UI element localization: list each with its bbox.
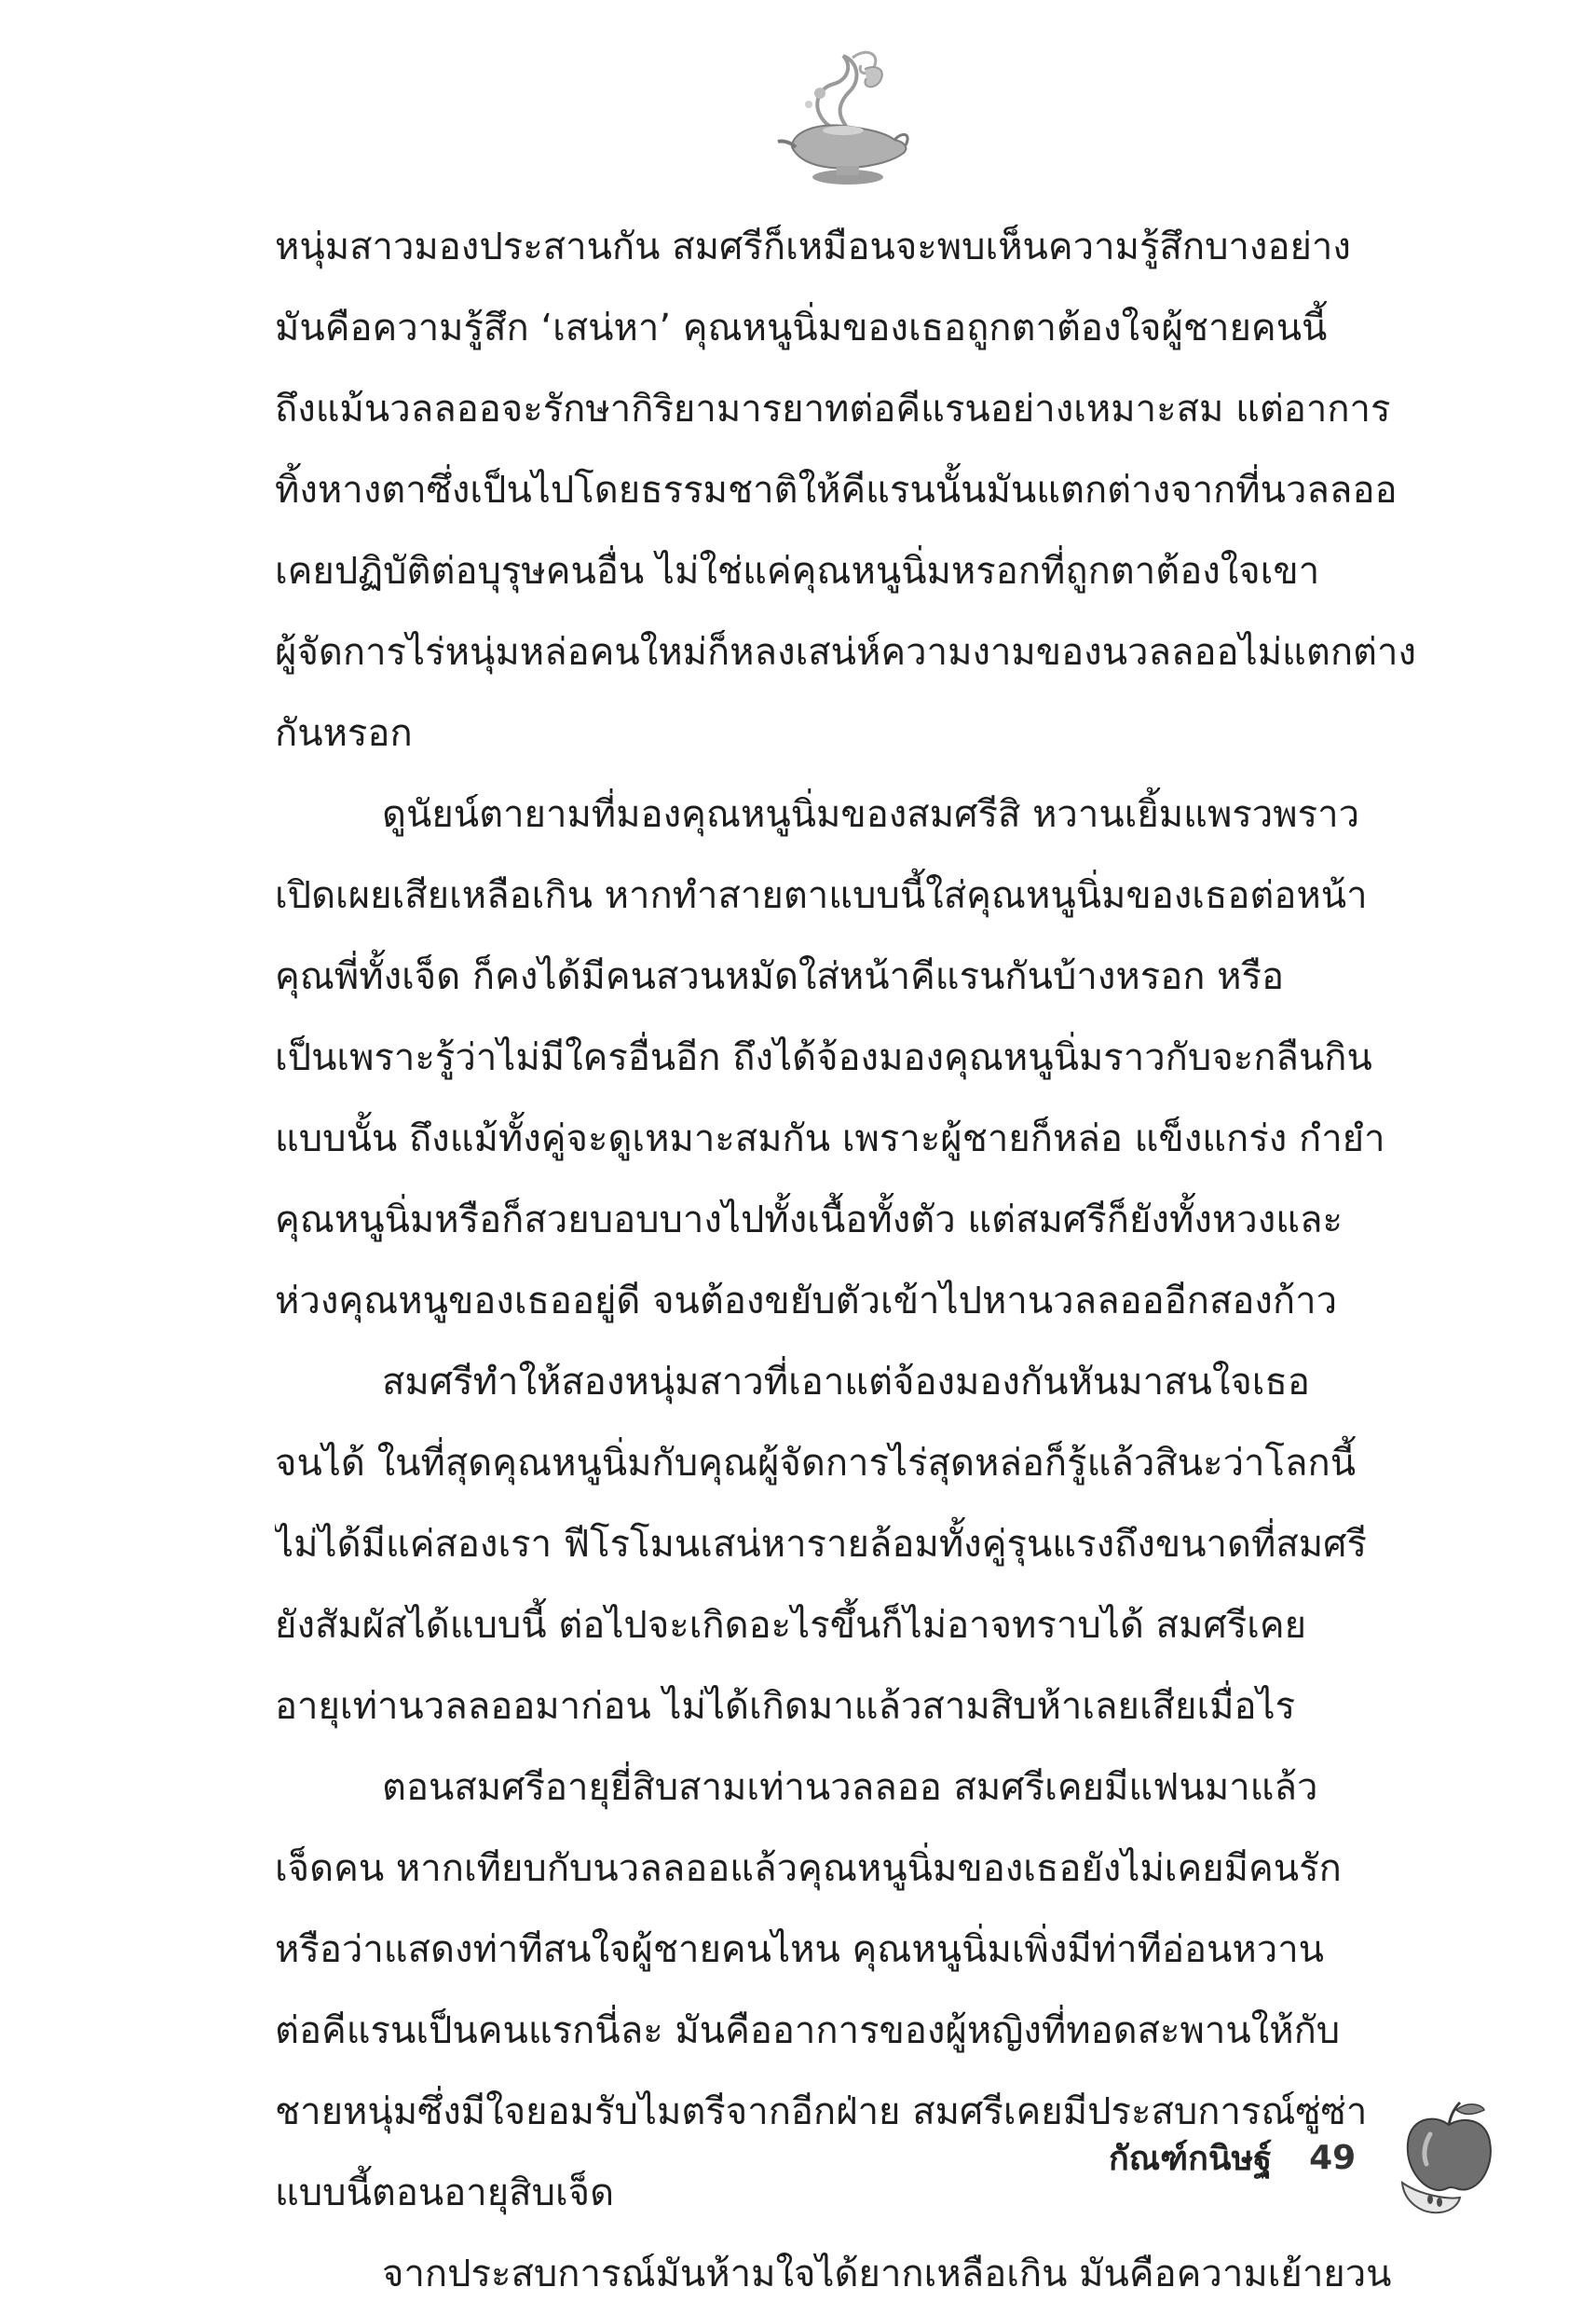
text-line: กันหรอก (275, 712, 413, 755)
body-text (275, 207, 1421, 2315)
text-line: แบบนั้น ถึงแม้ทั้งคู่จะดูเหมาะสมกัน เพราะผู้ชายก็หล่อ แข็งแกร่ง กำยำ (275, 1117, 1385, 1160)
text-line: มันคือความรู้สึก ‘เสน่หา’ คุณหนูนิ่มของเธอถูกตาต้องใจผู้ชายคนนี้ (275, 307, 1328, 349)
text-line: ผู้จัดการไร่หนุ่มหล่อคนใหม่ก็หลงเสน่ห์ความงามของนวลลออไม่แตกต่าง (275, 631, 1416, 674)
text-line: จนได้ ในที่สุดคุณหนูนิ่มกับคุณผู้จัดการไร่สุดหล่อก็รู้แล้วสินะว่าโลกนี้ (275, 1442, 1357, 1485)
text-line: เปิดเผยเสียเหลือเกิน หากทำสายตาแบบนี้ใส่คุณหนูนิ่มของเธอต่อหน้า (275, 874, 1368, 917)
text-line: คุณหนูนิ่มหรือก็สวยบอบบางไปทั้งเนื้อทั้งตัว แต่สมศรีก็ยังทั้งหวงและ (275, 1199, 1344, 1241)
text-line: ชายหนุ่มซึ่งมีใจยอมรับไมตรีจากอีกฝ่าย สมศรีเคยมีประสบการณ์ซู่ซ่า (275, 2090, 1368, 2133)
genie-lamp-icon (764, 37, 913, 196)
page-footer (1109, 2120, 1356, 2195)
text-line: ไม่ได้มีแค่สองเรา ฟีโรโมนเสน่หารายล้อมทั้งคู่รุนแรงถึงขนาดที่สมศรี (275, 1523, 1367, 1566)
text-line: หนุ่มสาวมองประสานกัน สมศรีก็เหมือนจะพบเห็นความรู้สึกบางอย่าง (275, 226, 1351, 268)
text-line: ยังสัมผัสได้แบบนี้ ต่อไปจะเกิดอะไรขึ้นก็ไม่อาจทราบได้ สมศรีเคย (275, 1604, 1307, 1647)
text-line: เจ็ดคน หากเทียบกับนวลลออแล้วคุณหนูนิ่มของเธอยังไม่เคยมีคนรัก (275, 1847, 1342, 1890)
text-line: ถึงแม้นวลลออจะรักษากิริยามารยาทต่อคีแรนอย่างเหมาะสม แต่อาการ (275, 388, 1391, 431)
apple-icon (1393, 2097, 1505, 2218)
text-line: ดูนัยน์ตายามที่มองคุณหนูนิ่มของสมศรีสิ หวานเยิ้มแพรวพราว (382, 793, 1360, 836)
text-line: จากประสบการณ์มันห้ามใจได้ยากเหลือเกิน มันคือความเย้ายวน (382, 2253, 1392, 2295)
page-number: 49 (1309, 2138, 1357, 2177)
text-line: ต่อคีแรนเป็นคนแรกนี่ละ มันคืออาการของผู้หญิงที่ทอดสะพานให้กับ (275, 2009, 1341, 2052)
text-line: เป็นเพราะรู้ว่าไม่มีใครอื่นอีก ถึงได้จ้องมองคุณหนูนิ่มราวกับจะกลืนกิน (275, 1036, 1372, 1079)
text-line: ทิ้งหางตาซึ่งเป็นไปโดยธรรมชาติให้คีแรนนั้นมันแตกต่างจากที่นวลลออ (275, 469, 1398, 512)
text-line: ตอนสมศรีอายุยี่สิบสามเท่านวลลออ สมศรีเคยมีแฟนมาแล้ว (382, 1766, 1318, 1809)
text-line: ห่วงคุณหนูของเธออยู่ดี จนต้องขยับตัวเข้าไปหานวลลอออีกสองก้าว (275, 1280, 1338, 1322)
text-line: แบบนี้ตอนอายุสิบเจ็ด (275, 2171, 615, 2214)
text-line: อายุเท่านวลลออมาก่อน ไม่ได้เกิดมาแล้วสามสิบห้าเลยเสียเมื่อไร (275, 1685, 1296, 1728)
text-line: หรือว่าแสดงท่าทีสนใจผู้ชายคนไหน คุณหนูนิ่มเพิ่งมีท่าทีอ่อนหวาน (275, 1928, 1324, 1971)
book-title: กัณฑ์กนิษฐ์ (1109, 2139, 1273, 2178)
text-line: คุณพี่ทั้งเจ็ด ก็คงได้มีคนสวนหมัดใส่หน้าคีแรนกันบ้างหรอก หรือ (275, 955, 1285, 998)
text-line: เคยปฏิบัติต่อบุรุษคนอื่น ไม่ใช่แค่คุณหนูนิ่มหรอกที่ถูกตาต้องใจเขา (275, 550, 1320, 593)
text-line: สมศรีทำให้สองหนุ่มสาวที่เอาแต่จ้องมองกันหันมาสนใจเธอ (382, 1361, 1310, 1404)
